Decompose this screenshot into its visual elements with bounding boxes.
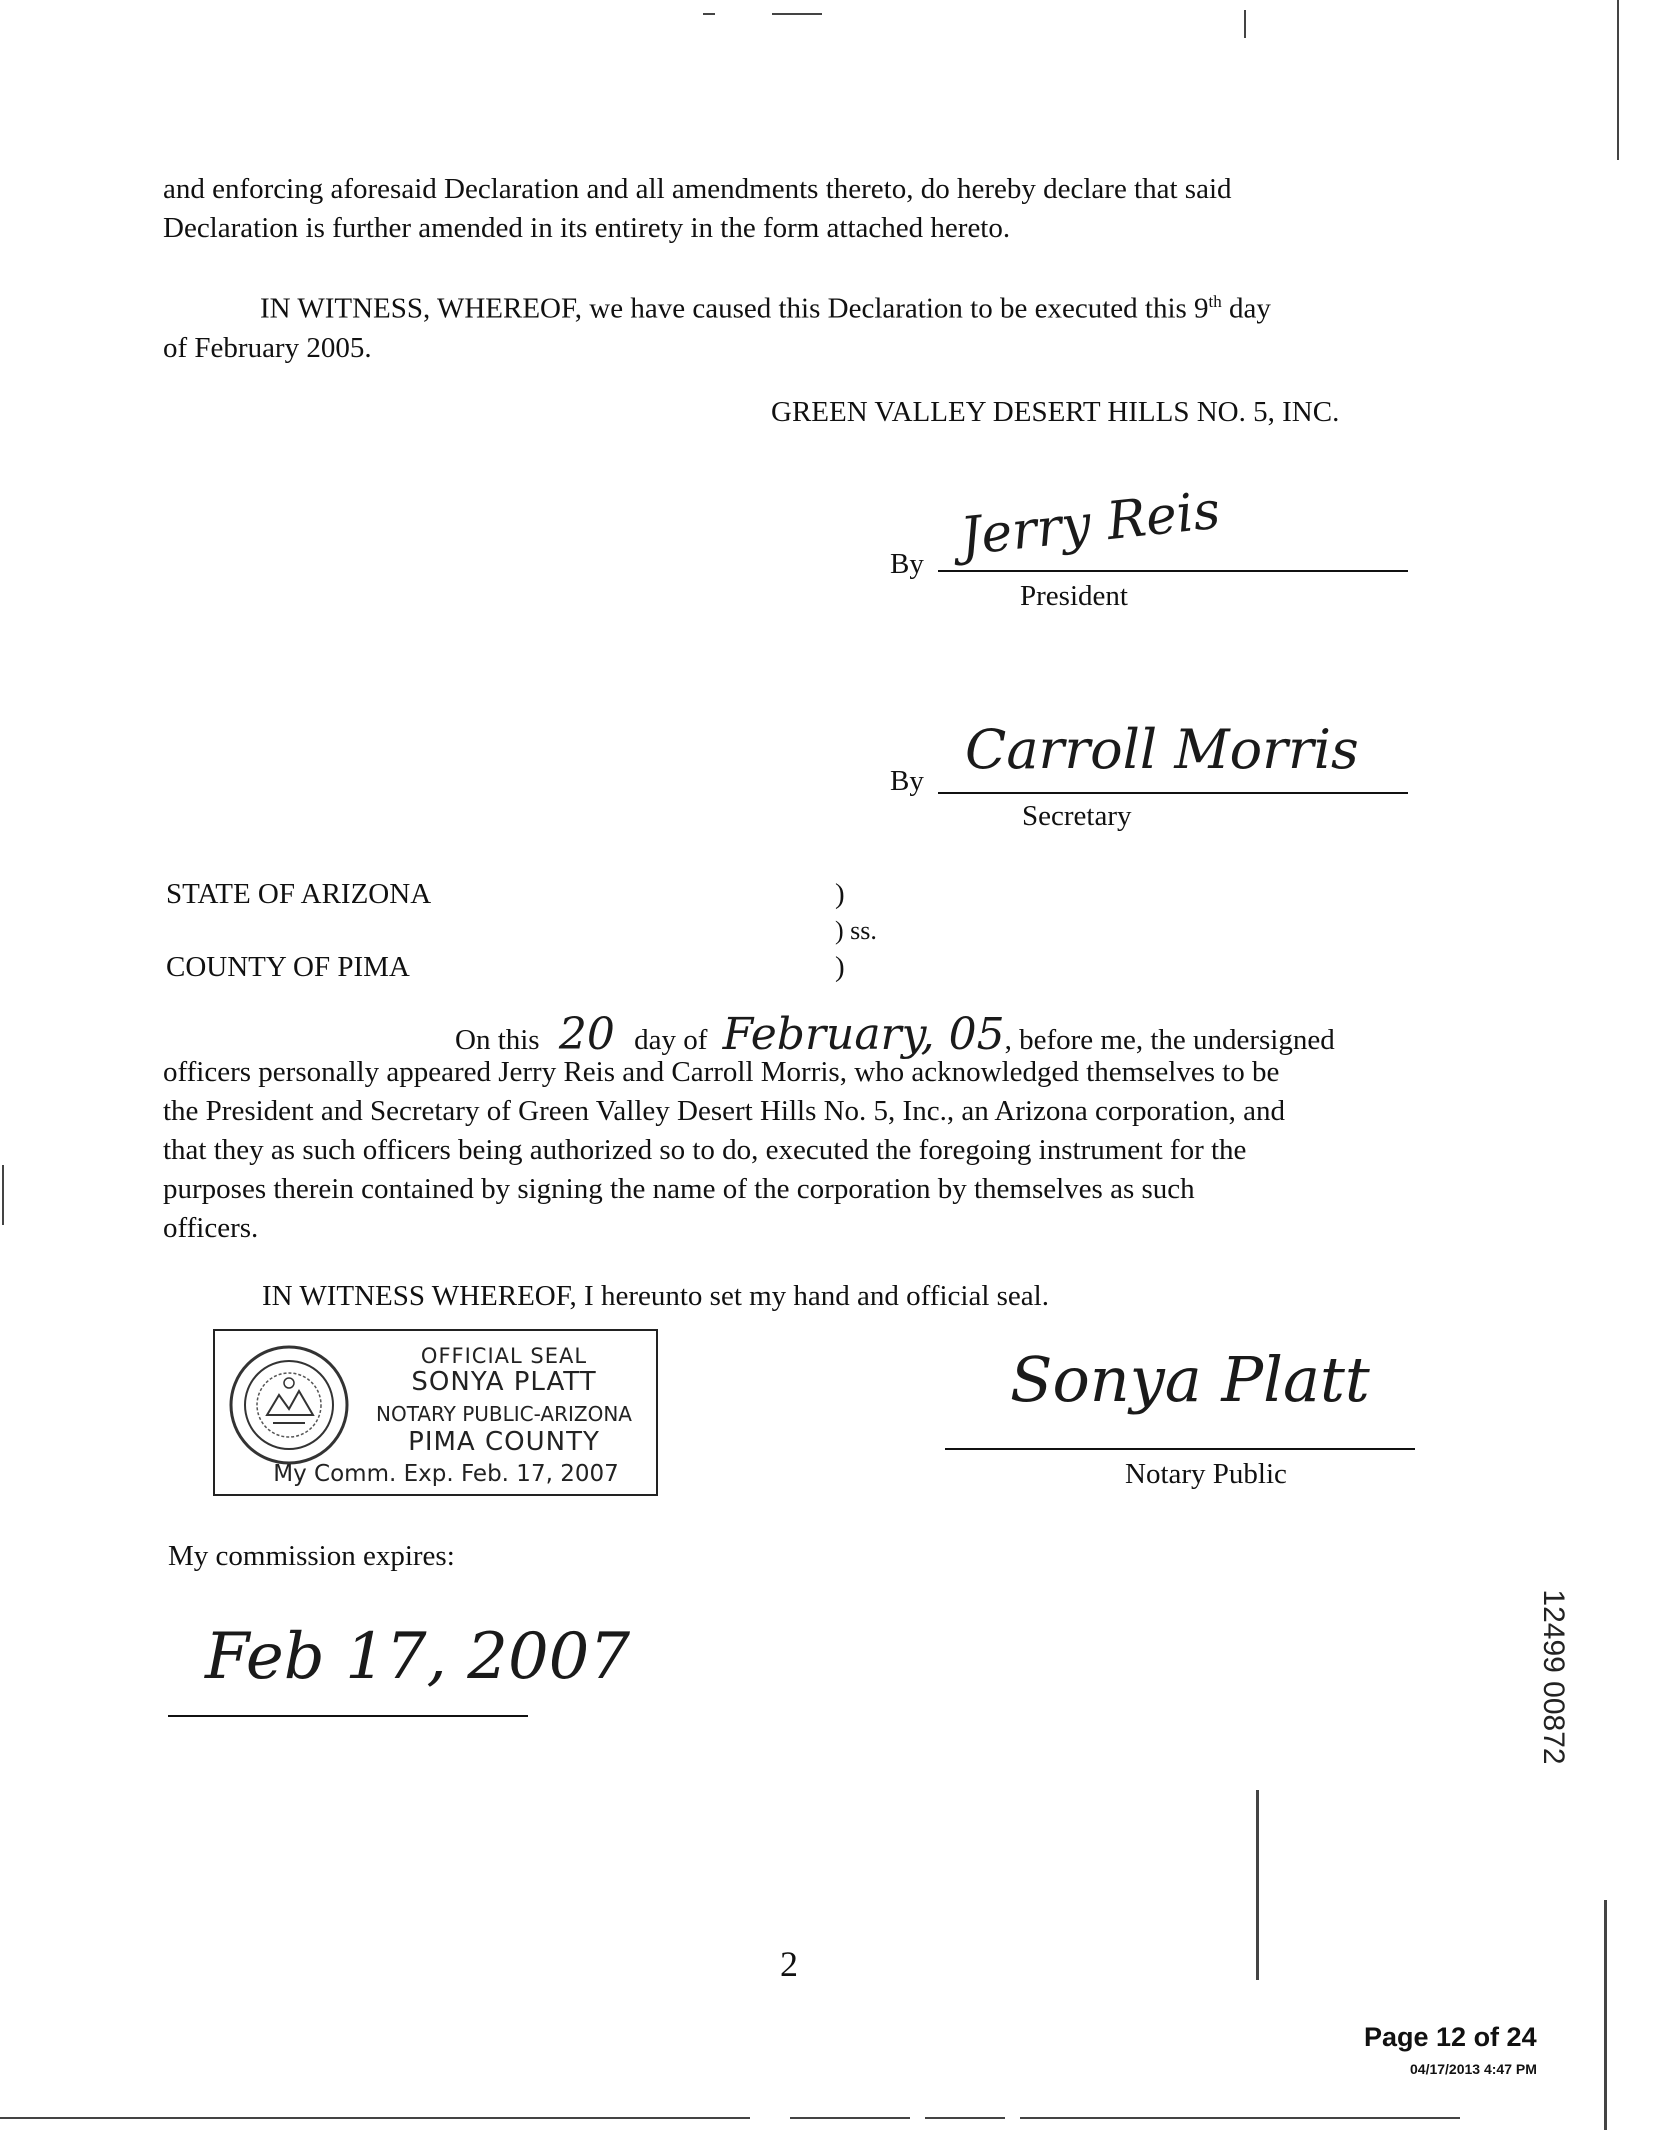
commission-handwritten-date: Feb 17, 2007: [205, 1620, 631, 1694]
witness-line-1: [163, 282, 1403, 329]
secretary-signature: Carroll Morris: [965, 718, 1359, 781]
ack-day-handwritten: 20: [558, 1009, 615, 1060]
seal-line-3: NOTARY PUBLIC-ARIZONA: [375, 1402, 632, 1426]
ack-day-of: day of: [634, 1024, 708, 1056]
president-title: President: [1020, 580, 1128, 612]
scan-artifact-left-tick: [2, 1165, 4, 1225]
scan-artifact-top-dash: [703, 13, 715, 15]
ack-line-2: officers personally appeared Jerry Reis and Carroll Morris, who acknowledged themselves to be: [163, 1056, 1280, 1088]
secretary-title: Secretary: [1022, 800, 1132, 832]
scan-artifact-bottom-line: [925, 2117, 1005, 2119]
seal-line-2: SONYA PLATT: [411, 1367, 597, 1397]
seal-line-5: My Comm. Exp. Feb. 17, 2007: [273, 1461, 619, 1487]
president-signature: Jerry Reis: [957, 480, 1223, 568]
venue-county: COUNTY OF PIMA: [166, 951, 410, 983]
notary-title: Notary Public: [1125, 1458, 1287, 1490]
page-number: 2: [780, 1944, 798, 1984]
ack-line-6: officers.: [163, 1212, 259, 1244]
arizona-state-seal-icon: [227, 1343, 351, 1467]
corporation-name: GREEN VALLEY DESERT HILLS NO. 5, INC.: [771, 396, 1340, 428]
scan-artifact-top-tick: [1244, 10, 1246, 38]
venue-state: STATE OF ARIZONA: [166, 878, 432, 910]
recording-number: [1537, 1527, 1570, 1765]
secretary-signature-line: [938, 792, 1408, 794]
secretary-by-label: By: [890, 765, 924, 797]
ack-rest-line-1: , before me, the undersigned: [1004, 1024, 1335, 1056]
intro-line-1: and enforcing aforesaid Declaration and all amendments thereto, do hereby declare that said: [163, 173, 1232, 205]
scan-artifact-bottom-line: [0, 2117, 750, 2119]
scan-artifact-right-mark: [1256, 1790, 1259, 1980]
ack-on-this: On this: [455, 1024, 540, 1056]
intro-paragraph: [163, 170, 1403, 248]
witness-superscript: th: [1208, 292, 1222, 311]
witness-text-after: day: [1221, 292, 1271, 325]
witness-line-2: of February 2005.: [163, 331, 372, 364]
notary-signature: Sonya Platt: [1010, 1343, 1370, 1416]
ack-paragraph: [163, 1053, 1403, 1248]
scan-artifact-bottom-line: [790, 2117, 910, 2119]
recording-number-text: 12499 00872: [1537, 1589, 1570, 1765]
venue-paren-1: ): [835, 878, 845, 910]
witness-clause: [163, 282, 1403, 368]
official-seal-stamp: [213, 1329, 658, 1496]
scan-artifact-right-border: [1617, 0, 1619, 160]
footer-timestamp: 04/17/2013 4:47 PM: [1410, 2061, 1537, 2077]
commission-label: My commission expires:: [168, 1540, 455, 1572]
footer-page-label: Page 12 of 24: [1364, 2022, 1537, 2052]
intro-line-2: Declaration is further amended in its entirety in the form attached hereto.: [163, 212, 1011, 244]
scan-artifact-right-mark: [1604, 1900, 1607, 2130]
notary-signature-line: [945, 1448, 1415, 1450]
venue-paren-3: ): [835, 951, 845, 983]
ack-line-3: the President and Secretary of Green Valley Desert Hills No. 5, Inc., an Arizona corporation, and: [163, 1095, 1286, 1127]
commission-date-line: [168, 1715, 528, 1717]
president-signature-line: [938, 570, 1408, 572]
president-by-label: By: [890, 548, 924, 580]
seal-line-1: OFFICIAL SEAL: [420, 1344, 588, 1368]
ack-line-4: that they as such officers being authorized so to do, executed the foregoing instrument for the: [163, 1134, 1247, 1166]
scan-artifact-top-dash: [772, 13, 822, 15]
scan-artifact-bottom-line: [1020, 2117, 1460, 2119]
witness-text-before: IN WITNESS, WHEREOF, we have caused this Declaration to be executed this 9: [260, 292, 1209, 325]
ack-month-handwritten: February, 05: [722, 1009, 1005, 1060]
seal-line-4: PIMA COUNTY: [408, 1427, 600, 1457]
ack-line-5: purposes therein contained by signing the name of the corporation by themselves as such: [163, 1173, 1195, 1205]
notary-witness-clause: IN WITNESS WHEREOF, I hereunto set my hand and official seal.: [262, 1280, 1049, 1312]
venue-paren-2: ) ss.: [835, 916, 877, 945]
